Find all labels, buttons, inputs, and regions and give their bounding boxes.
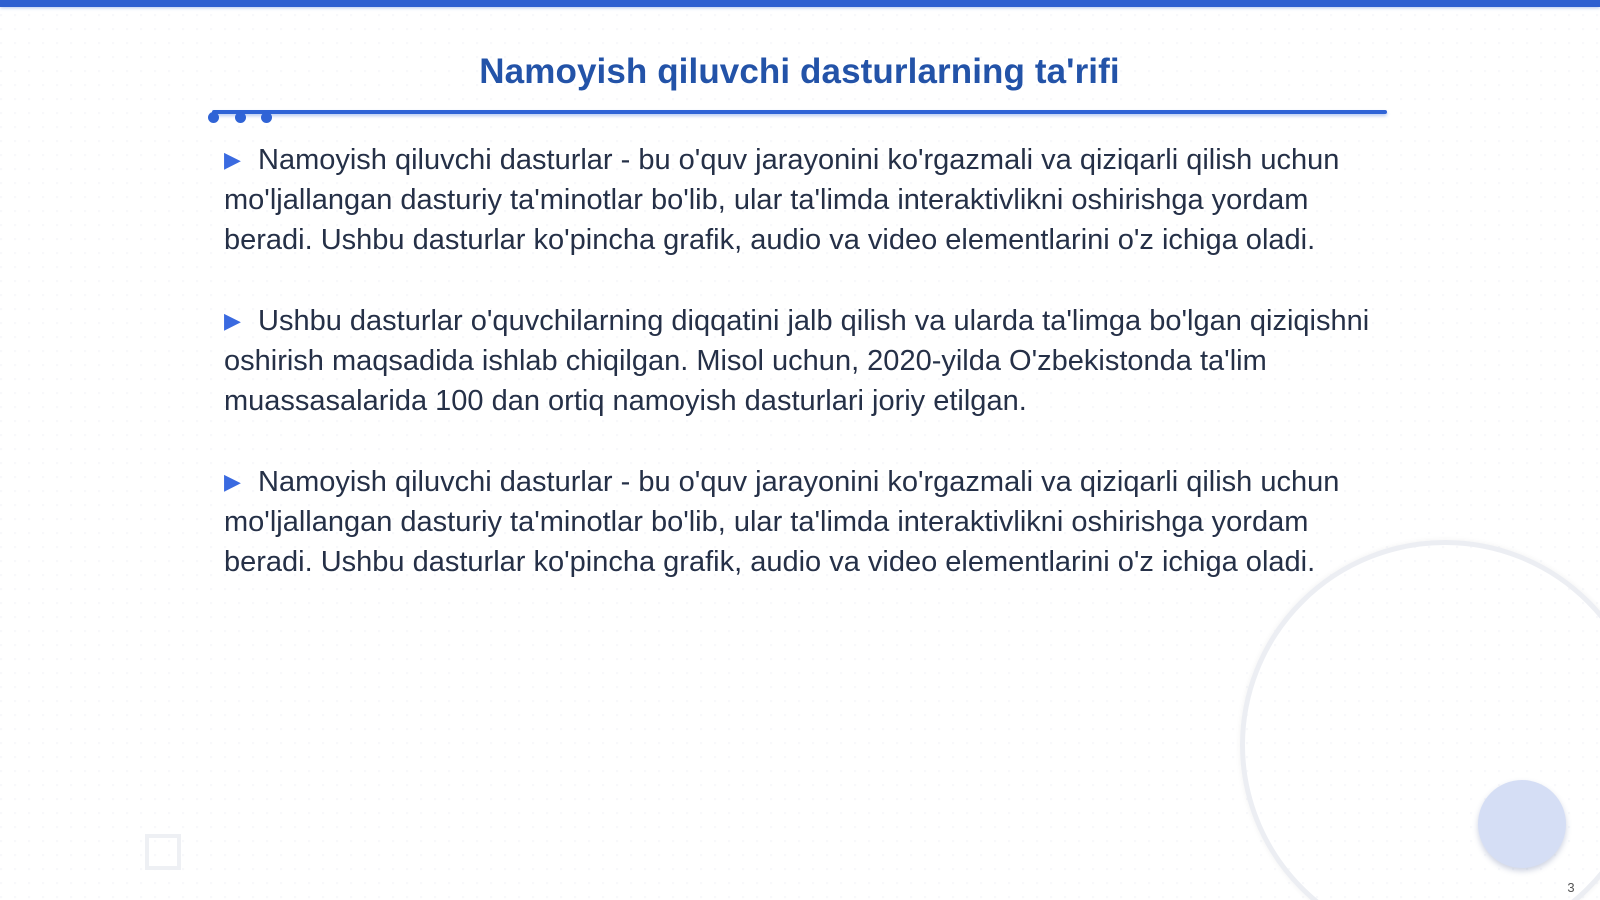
slide-body [224, 140, 1384, 623]
bullet-paragraph [224, 462, 1384, 582]
decorative-square [145, 834, 181, 870]
slide-title: Namoyish qiluvchi dasturlarning ta'rifi [479, 52, 1120, 91]
underline-dot [261, 112, 272, 123]
slide-number: 3 [1567, 880, 1575, 895]
paragraph-text: Namoyish qiluvchi dasturlar - bu o'quv jarayonini ko'rgazmali va qiziqarli qilish uchun mo'ljallangan dasturiy ta'minotlar bo'lib, ular ta'limda interaktivlikni oshirishga yordam beradi. Ushbu dasturlar ko'pincha grafik, audio va video elementlarini o'z ichiga oladi. [224, 466, 1340, 578]
triangle-right-icon: ▶ [224, 147, 241, 172]
paragraph-text: Ushbu dasturlar o'quvchilarning diqqatini jalb qilish va ularda ta'limga bo'lgan qiziqishni oshirish maqsadida ishlab chiqilgan. Misol uchun, 2020-yilda O'zbekistonda ta'lim muassasalarida 100 dan ortiq namoyish dasturlari joriy etilgan. [224, 305, 1370, 417]
top-accent-bar [0, 0, 1600, 7]
bullet-paragraph [224, 301, 1384, 421]
title-underline [212, 110, 1387, 114]
underline-dot [208, 112, 219, 123]
decorative-circle [1478, 780, 1566, 868]
paragraph-text: Namoyish qiluvchi dasturlar - bu o'quv jarayonini ko'rgazmali va qiziqarli qilish uchun mo'ljallangan dasturiy ta'minotlar bo'lib, ular ta'limda interaktivlikni oshirishga yordam beradi. Ushbu dasturlar ko'pincha grafik, audio va video elementlarini o'z ichiga oladi. [224, 144, 1340, 256]
bullet-paragraph [224, 140, 1384, 260]
triangle-right-icon: ▶ [224, 469, 241, 494]
triangle-right-icon: ▶ [224, 308, 241, 333]
underline-dot [235, 112, 246, 123]
